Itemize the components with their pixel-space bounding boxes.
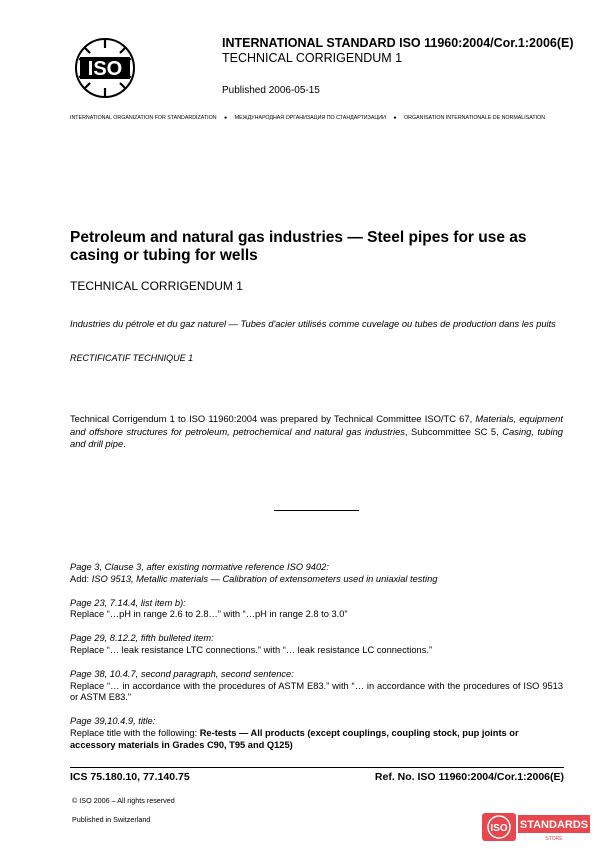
bullet-separator: ● <box>224 115 228 121</box>
entry-location: Page 23, 7.14.4, list item b): <box>70 597 186 608</box>
svg-text:ISO: ISO <box>87 58 123 80</box>
footer-rule <box>70 767 564 768</box>
correction-entry <box>70 633 563 657</box>
intro-text: , Subcommittee SC 5, <box>404 425 503 437</box>
entry-text: Replace “… in accordance with the procedures of ASTM E83.” with “… in accordance with the procedures of ISO 9513 or ASTM E83.” <box>70 680 563 703</box>
corrections-list <box>70 562 563 764</box>
bullet-separator: ● <box>393 115 397 121</box>
corrigendum-label: TECHNICAL CORRIGENDUM 1 <box>222 51 403 65</box>
corrigendum-heading: TECHNICAL CORRIGENDUM 1 <box>70 279 243 293</box>
divider-rule <box>274 510 359 511</box>
published-date: Published 2006-05-15 <box>222 85 320 96</box>
french-title: Industries du pétrole et du gaz naturel — Tubes d'acier utilisés comme cuvelage ou tubes de production dans les puits <box>70 319 556 329</box>
organization-line <box>70 115 565 121</box>
entry-location: Page 38, 10.4.7, second paragraph, second sentence: <box>70 668 294 679</box>
intro-text: Technical Corrigendum 1 to ISO 11960:2004 was prepared by Technical Committee ISO/TC 67, <box>70 413 476 424</box>
correction-entry <box>70 598 563 622</box>
entry-text: Add: ISO 9513, Metallic materials — Calibration of extensometers used in uniaxial testing <box>70 573 438 584</box>
svg-text:ISO: ISO <box>490 823 508 834</box>
ics-codes: ICS 75.180.10, 77.140.75 <box>70 771 190 783</box>
published-in: Published in Switzerland <box>72 815 151 824</box>
standards-store-watermark <box>482 811 592 843</box>
standard-heading <box>222 36 574 50</box>
subcommittee-name: Casing, tubing and drill pipe <box>70 425 563 449</box>
copyright-notice: © ISO 2006 – All rights reserved <box>72 796 175 805</box>
svg-text:STORE: STORE <box>545 836 563 842</box>
svg-text:STANDARDS: STANDARDS <box>519 819 589 831</box>
document-title: Petroleum and natural gas industries — Steel pipes for use as casing or tubing for wells <box>70 229 527 264</box>
standard-number: ISO 11960:2004/Cor.1:2006(E) <box>399 36 574 50</box>
correction-entry <box>70 562 563 586</box>
correction-entry <box>70 716 563 751</box>
org-name-en: INTERNATIONAL ORGANIZATION FOR STANDARDIZATION <box>70 115 217 121</box>
org-name-ru: МЕЖДУНАРОДНАЯ ОРГАНИЗАЦИЯ ПО СТАНДАРТИЗАЦИИ <box>234 115 386 121</box>
entry-location: Page 29, 8.12.2, fifth bulleted item: <box>70 633 214 644</box>
intro-text: . <box>123 438 126 449</box>
intro-paragraph <box>70 413 563 451</box>
iso-logo <box>74 37 136 99</box>
entry-location: Page 3, Clause 3, after existing normative reference ISO 9402: <box>70 562 329 572</box>
entry-text: Replace “…pH in range 2.6 to 2.8…” with “…pH in range 2.8 to 3.0” <box>70 609 348 620</box>
entry-text: Replace “… leak resistance LTC connections.” with “… leak resistance LC connections.” <box>70 644 433 655</box>
french-corrigendum: RECTIFICATIF TECHNIQUE 1 <box>70 353 194 363</box>
committee-name: Materials, equipment and offshore structures for petroleum, petrochemical and natural gas industries <box>70 413 563 437</box>
entry-text: Replace title with the following: Re-tests — All products (except couplings, coupling stock, pup joints or accessory materials in Grades C90, T95 and Q125) <box>70 727 519 750</box>
entry-location: Page 39,10.4.9, title: <box>70 716 156 727</box>
reference-number: Ref. No. ISO 11960:2004/Cor.1:2006(E) <box>374 771 564 783</box>
standard-label: INTERNATIONAL STANDARD <box>222 36 396 50</box>
correction-entry <box>70 669 563 704</box>
org-name-fr: ORGANISATION INTERNATIONALE DE NORMALISATION <box>404 115 546 121</box>
